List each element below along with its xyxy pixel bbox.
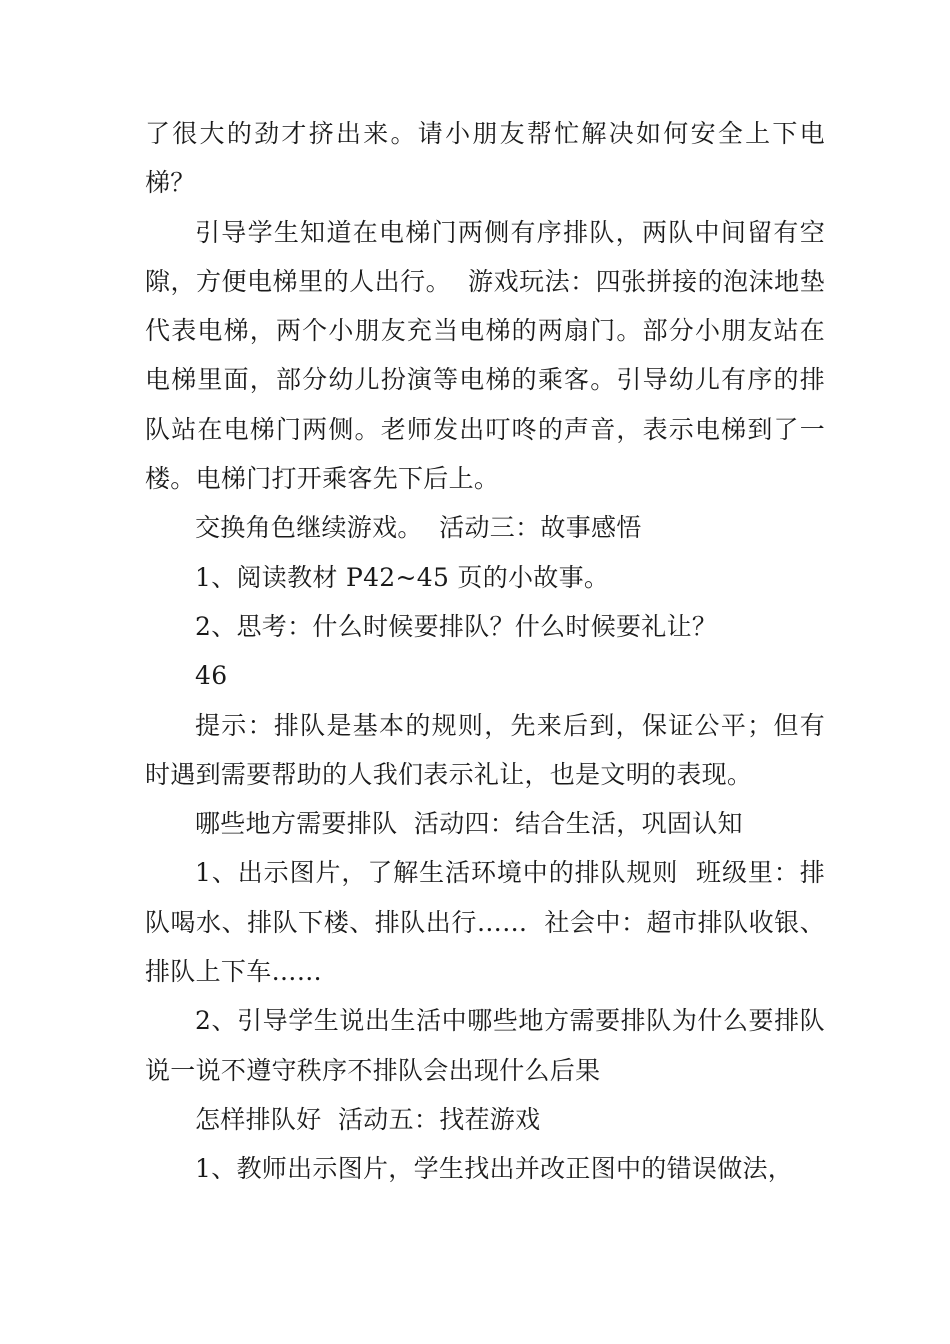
paragraph-activity-four: 哪些地方需要排队 活动四：结合生活，巩固认知 xyxy=(195,809,743,839)
paragraph-activity-five: 怎样排队好 活动五：找茬游戏 xyxy=(195,1104,541,1134)
document-body xyxy=(145,109,825,1194)
paragraph-show-pictures: 1、出示图片，了解生活环境中的排队规则 班级里：排队喝水、排队下楼、排队出行…… 社会中：超市排队收银、排队上下车…… xyxy=(145,858,825,987)
paragraph-elevator-game: 引导学生知道在电梯门两侧有序排队，两队中间留有空隙，方便电梯里的人出行。 游戏玩法：四张拼接的泡沫地垫代表电梯，两个小朋友充当电梯的两扇门。部分小朋友站在电梯里面，部分幼儿扮演等电梯的乘客。引导幼儿有序的排队站在电梯门两侧。老师发出叮咚的声音，表示电梯到了一楼。电梯门打开乘客先下后上。 xyxy=(145,217,825,494)
paragraph-read-story: 1、阅读教材 P42~45 页的小故事。 xyxy=(195,562,610,592)
paragraph-hint: 提示：排队是基本的规则，先来后到，保证公平；但有时遇到需要帮助的人我们表示礼让，也是文明的表现。 xyxy=(145,710,825,789)
paragraph-teacher-pictures: 1、教师出示图片，学生找出并改正图中的错误做法， xyxy=(195,1154,794,1184)
page-number: 46 xyxy=(195,661,228,691)
paragraph-guide-students: 2、引导学生说出生活中哪些地方需要排队为什么要排队说一说不遵守秩序不排队会出现什么后果 xyxy=(145,1006,825,1085)
paragraph-think: 2、思考：什么时候要排队？什么时候要礼让？ xyxy=(195,611,718,641)
paragraph-activity-three: 交换角色继续游戏。 活动三：故事感悟 xyxy=(195,513,642,543)
paragraph-elevator-question: 了很大的劲才挤出来。请小朋友帮忙解决如何安全上下电梯？ xyxy=(145,119,825,198)
